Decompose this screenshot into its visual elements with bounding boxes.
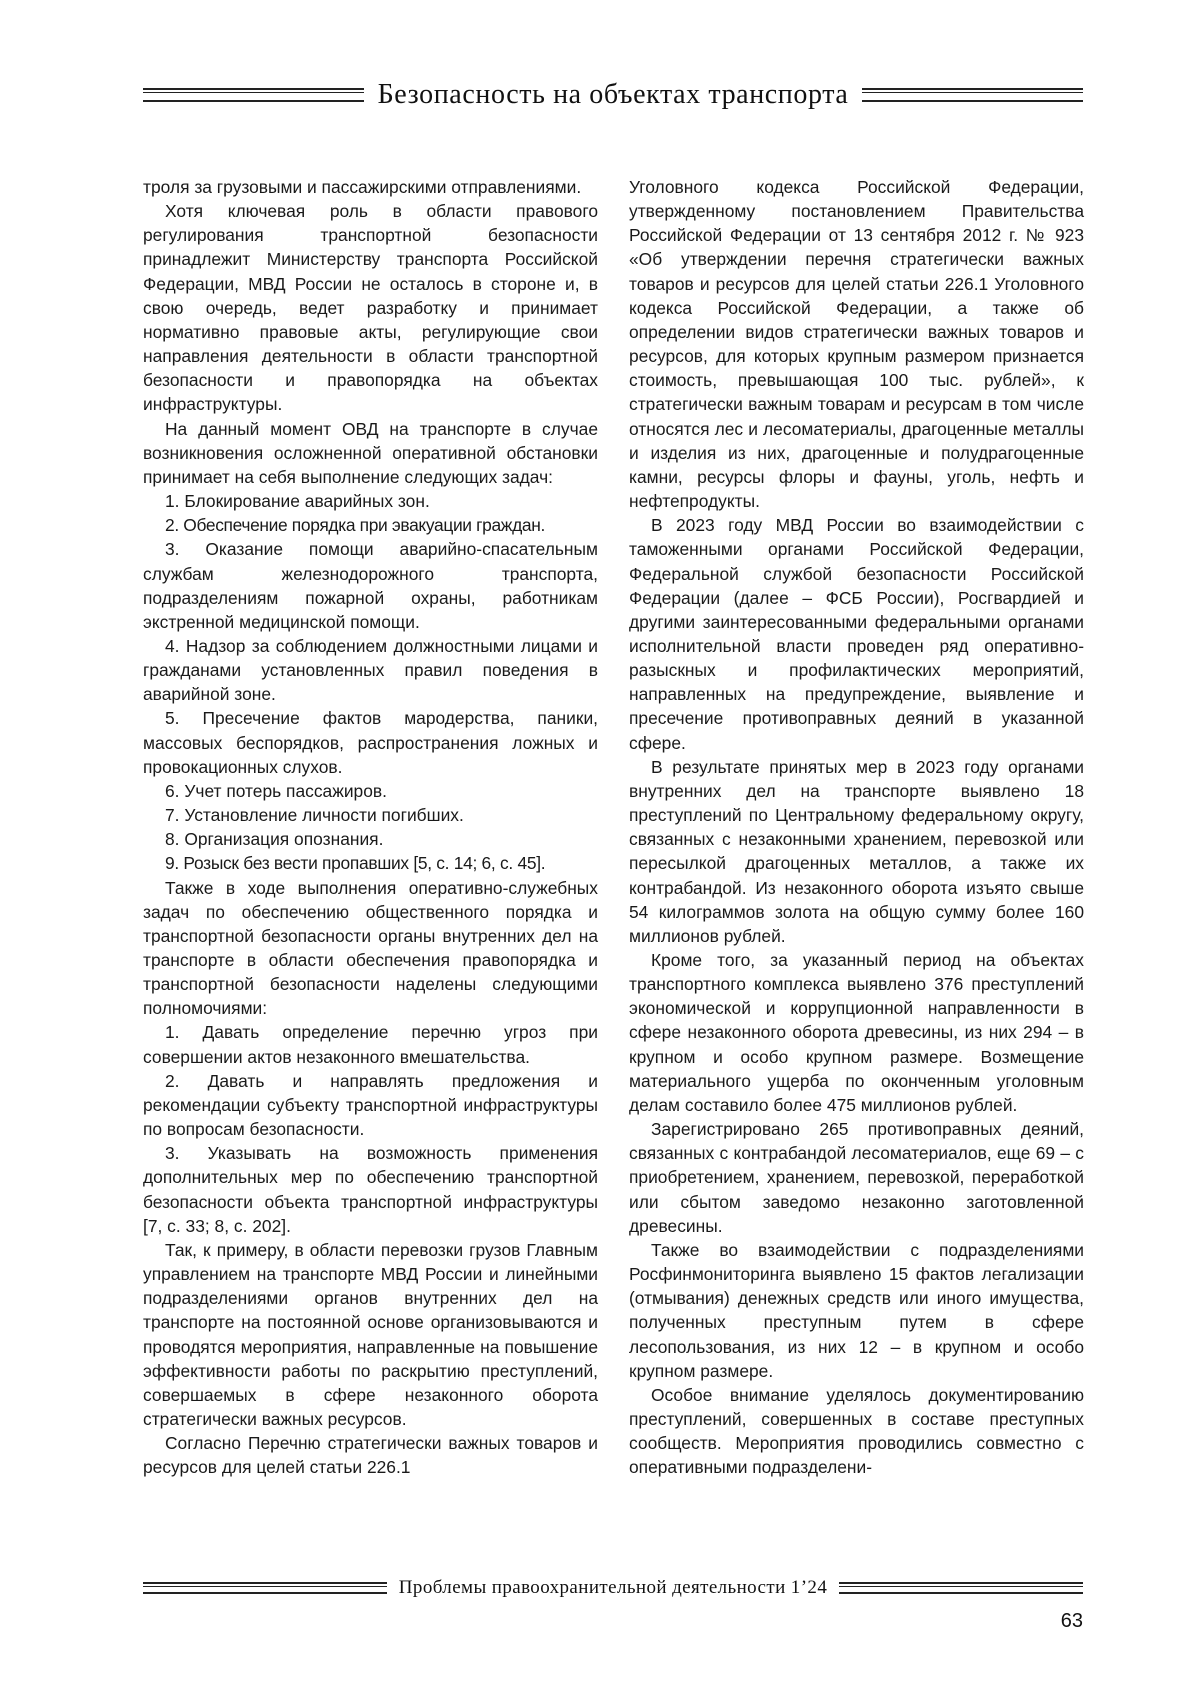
paragraph: В результате принятых мер в 2023 году органами внутренних дел на транспорте выявлено 18 преступлений по Центральному федеральному округу, связанных с незаконными хранением, перевозкой или пересылкой драгоценных металлов, а также их контрабандой. Из незаконного оборота изъято свыше 54 килограммов золота на общую сумму более 160 миллионов рублей.	[629, 756, 1084, 946]
list-item: 6. Учет потерь пассажиров.	[165, 780, 387, 801]
list-item: 5. Пресечение фактов мародерства, паники, массовых беспорядков, распространения ложных и провокационных слухов.	[143, 708, 598, 777]
paragraph: На данный момент ОВД на транспорте в случае возникновения осложненной оперативной обстановки принимает на себя выполнение следующих задач:	[143, 418, 598, 487]
page-number: 63	[1060, 1610, 1083, 1632]
header-rule-left	[143, 88, 364, 102]
paragraph: троля за грузовыми и пассажирскими отправлениями.	[143, 177, 582, 197]
journal-title: Проблемы правоохранительной деятельности 1’24	[398, 1577, 828, 1598]
right-column	[629, 175, 1084, 1479]
list-item: 9. Розыск без вести пропавших [5, с. 14; 6, с. 45].	[165, 853, 546, 874]
list-item: 3. Оказание помощи аварийно-спасательным службам железнодорожного транспорта, подразделениям пожарной охраны, работникам экстренной медицинской помощи.	[143, 539, 598, 632]
list-item: 1. Блокирование аварийных зон.	[165, 491, 430, 512]
left-column	[143, 175, 598, 1479]
footer-rule-right	[839, 1582, 1083, 1594]
list-item: 2. Давать и направлять предложения и рекомендации субъекту транспортной инфраструктуры по вопросам безопасности.	[143, 1070, 598, 1140]
list-item: 2. Обеспечение порядка при эвакуации граждан.	[165, 515, 545, 536]
section-title: Безопасность на объектах транспорта	[377, 79, 849, 110]
paragraph: Так, к примеру, в области перевозки грузов Главным управлением на транспорте МВД России и линейными подразделениями органов внутренних дел на транспорте на постоянной основе организовываются и проводятся мероприятия, направленные на повышение эффективности работы по раскрытию преступлений, совершаемых в сфере незаконного оборота стратегически важных ресурсов.	[143, 1239, 598, 1429]
list-item: 3. Указывать на возможность применения дополнительных мер по обеспечению транспортной безопасности объекта транспортной инфраструктуры [7, с. 33; 8, с. 202].	[143, 1143, 598, 1236]
list-item: 7. Установление личности погибших.	[165, 805, 464, 826]
running-footer	[143, 1576, 1083, 1600]
header-rule-right	[862, 88, 1083, 102]
paragraph: Зарегистрировано 265 противоправных деяний, связанных с контрабандой лесоматериалов, еще 69 – с приобретением, хранением, перевозкой, переработкой или сбытом заведомо незаконно заготовленной древесины.	[629, 1119, 1084, 1236]
list-item: 4. Надзор за соблюдением должностными лицами и гражданами установленных правил поведения в аварийной зоне.	[143, 635, 598, 705]
paragraph: Также во взаимодействии с подразделениями Росфинмониторинга выявлено 15 фактов легализации (отмывания) денежных средств или иного имущества, полученных преступным путем в сфере лесопользования, из них 12 – в крупном и особо крупном размере.	[629, 1239, 1084, 1381]
paragraph: В 2023 году МВД России во взаимодействии с таможенными органами Российской Федерации, Федеральной службой безопасности Российской Федерации (далее – ФСБ России), Росгвардией и другими заинтересованными федеральными органами исполнительной власти проведен ряд оперативно-разыскных и профилактических мероприятий, направленных на предупреждение, выявление и пресечение противоправных деяний в указанной сфере.	[629, 515, 1084, 753]
paragraph: Особое внимание уделялось документированию преступлений, совершенных в составе преступных сообществ. Мероприятия проводились совместно с оперативными подразделени-	[629, 1384, 1084, 1478]
list-item: 8. Организация опознания.	[165, 829, 384, 850]
paragraph: Также в ходе выполнения оперативно-служебных задач по обеспечению общественного порядка и транспортной безопасности органы внутренних дел на транспорте в области обеспечения правопорядка и транспортной безопасности наделены следующими полномочиями:	[143, 877, 598, 1019]
paragraph: Согласно Перечню стратегически важных товаров и ресурсов для целей статьи 226.1	[143, 1433, 598, 1478]
paragraph: Кроме того, за указанный период на объектах транспортного комплекса выявлено 376 преступлений экономической и коррупционной направленности в сфере незаконного оборота древесины, из них 294 – в крупном и особо крупном размере. Возмещение материального ущерба по оконченным уголовным делам составило более 475 миллионов рублей.	[629, 950, 1084, 1115]
list-item: 1. Давать определение перечню угроз при совершении актов незаконного вмешательства.	[143, 1022, 598, 1067]
running-header	[143, 78, 1083, 112]
paragraph: Уголовного кодекса Российской Федерации, утвержденному постановлением Правительства Российской Федерации от 13 сентября 2012 г. № 923 «Об утверждении перечня стратегически важных товаров и ресурсов для целей статьи 226.1 Уголовного кодекса Российской Федерации, а также об определении видов стратегически важных товаров и ресурсов, для которых крупным размером признается стоимость, превышающая 100 тыс. рублей», к стратегически важным товарам и ресурсам в том числе относятся лес и лесоматериалы, драгоценные металлы и изделия из них, драгоценные и полудрагоценные камни, ресурсы флоры и фауны, уголь, нефть и нефтепродукты.	[629, 177, 1084, 512]
footer-rule-left	[143, 1582, 387, 1594]
paragraph: Хотя ключевая роль в области правового регулирования транспортной безопасности принадлежит Министерству транспорта Российской Федерации, МВД России не осталось в стороне и, в свою очередь, ведет разработку и принимает нормативно правовые акты, регулирующие свои направления деятельности в области транспортной безопасности и правопорядка на объектах инфраструктуры.	[143, 201, 598, 415]
